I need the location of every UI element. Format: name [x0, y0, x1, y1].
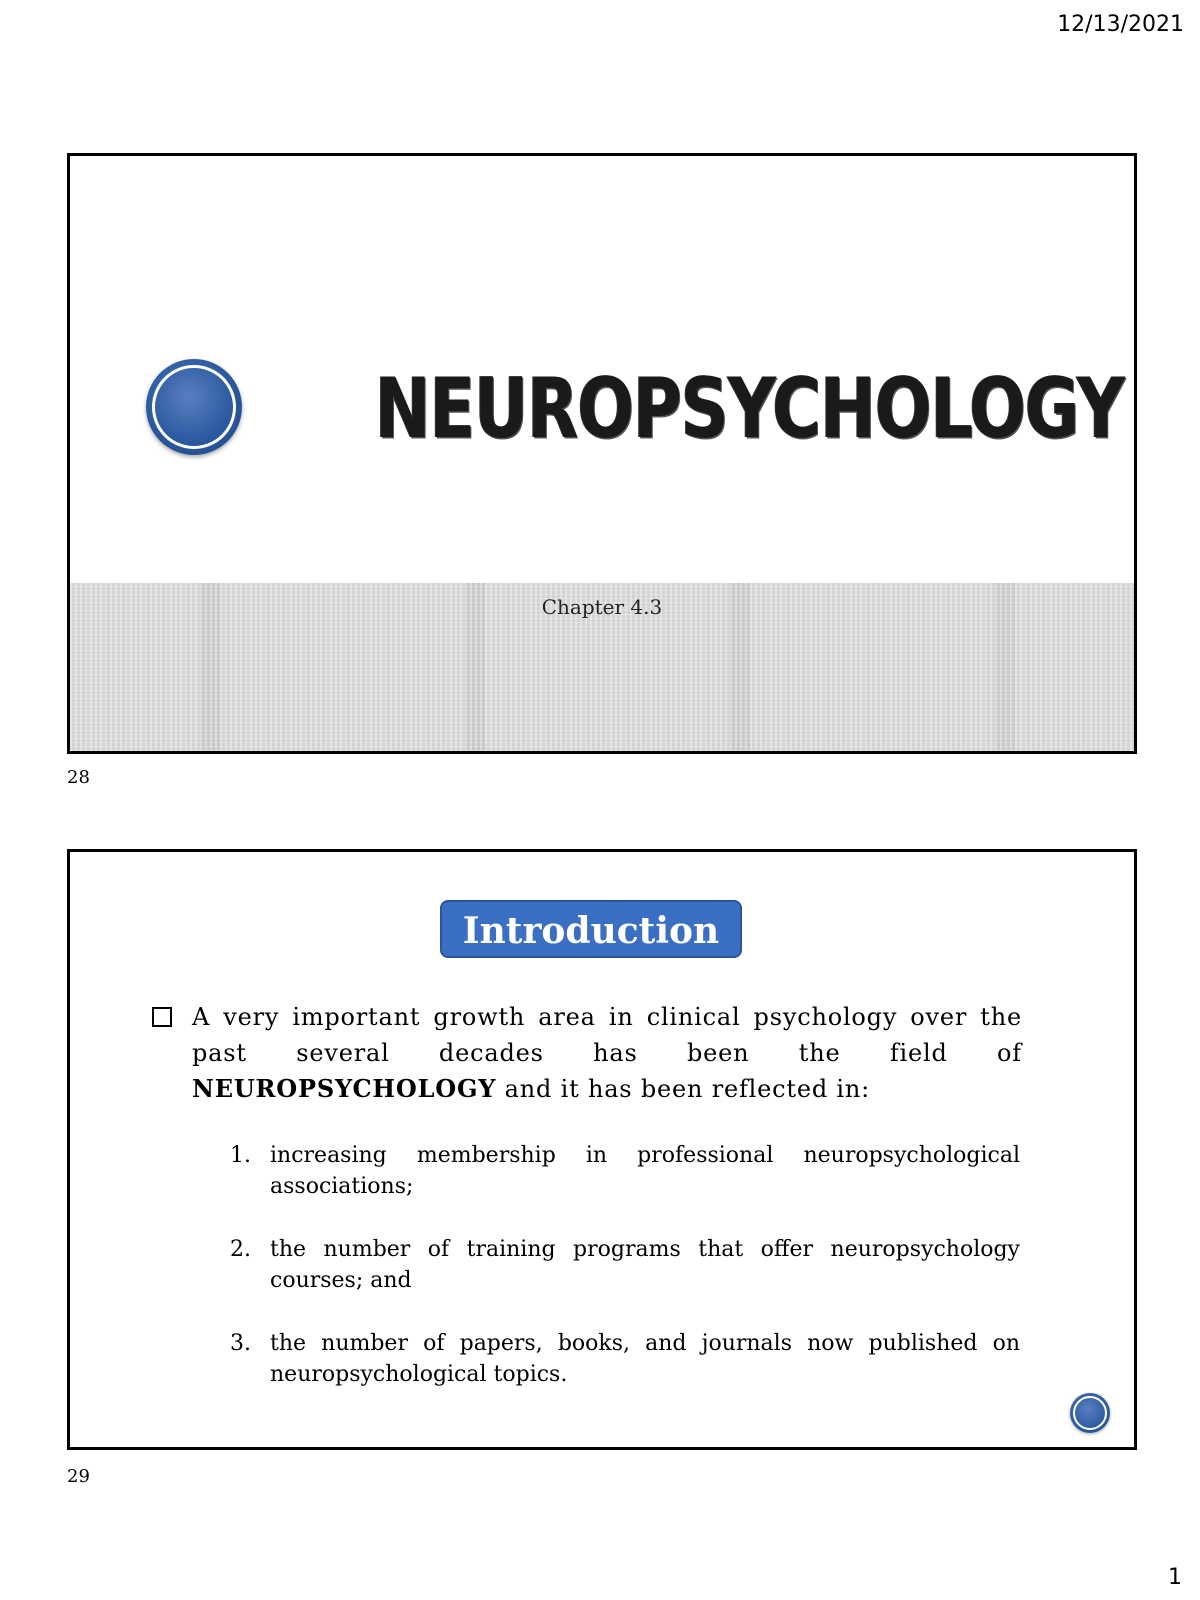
checkbox-bullet-icon	[152, 1007, 172, 1027]
subtitle-band	[70, 583, 1134, 751]
lead-emphasis: NEUROPSYCHOLOGY	[192, 1074, 497, 1103]
list-item-number: 3.	[230, 1331, 251, 1356]
blue-circle-icon	[146, 359, 242, 455]
slide-number: 29	[67, 1466, 90, 1487]
slide-29	[67, 849, 1137, 1450]
list-item	[230, 1234, 1020, 1296]
lead-text-before: A very important growth area in clinical psychology over the past several decades has been the field of	[192, 1003, 1022, 1067]
list-item	[230, 1328, 1020, 1390]
list-item-text: increasing membership in professional neuropsychological associations;	[270, 1143, 1020, 1199]
list-item-number: 2.	[230, 1237, 251, 1262]
lead-paragraph	[192, 999, 1022, 1107]
print-date: 12/13/2021	[1057, 12, 1184, 37]
list-item-text: the number of training programs that offer neuropsychology courses; and	[270, 1237, 1020, 1293]
page-number: 1	[1168, 1565, 1182, 1590]
slide-title: NEUROPSYCHOLOGY	[375, 361, 1125, 458]
slide-28	[67, 153, 1137, 754]
numbered-list	[230, 1140, 1020, 1422]
list-item-text: the number of papers, books, and journals now published on neuropsychological topics.	[270, 1331, 1020, 1387]
lead-text-after: and it has been reflected in:	[496, 1075, 871, 1103]
slide-number: 28	[67, 767, 90, 788]
blue-circle-icon	[1070, 1393, 1110, 1433]
list-item-number: 1.	[230, 1143, 251, 1168]
list-item	[230, 1140, 1020, 1202]
section-heading: Introduction	[440, 900, 742, 958]
slide-subtitle: Chapter 4.3	[541, 595, 663, 619]
